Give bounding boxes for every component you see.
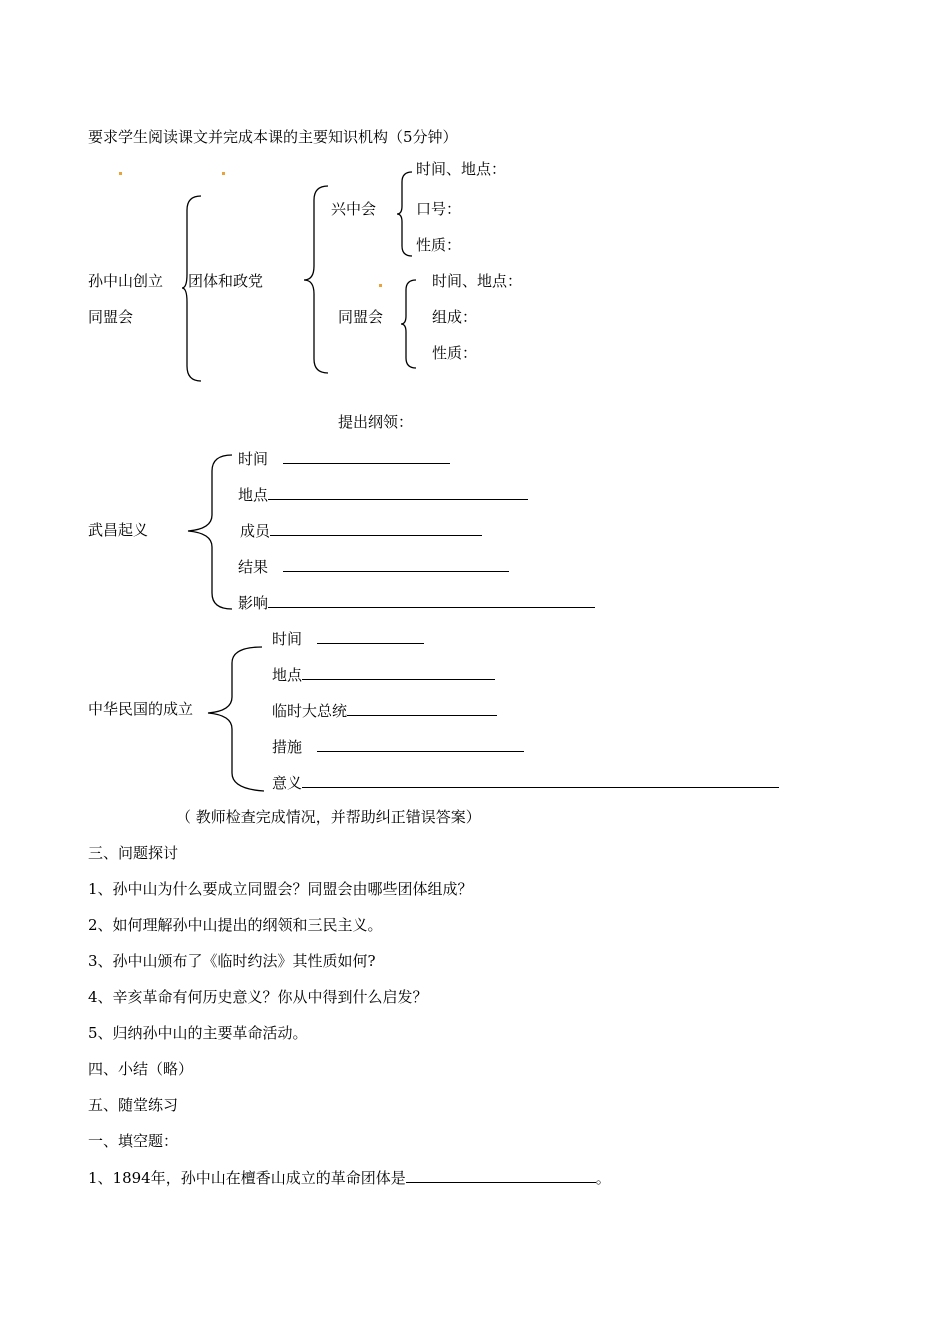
stray-mark xyxy=(222,172,225,175)
teacher-note: （ 教师检查完成情况，并帮助纠正错误答案） xyxy=(176,808,481,826)
roc-president-label: 临时大总统 xyxy=(272,702,348,720)
wuchang-result-label: 结果 xyxy=(238,558,269,576)
roc-time-label: 时间 xyxy=(272,630,303,648)
question-4: 4、辛亥革命有何历史意义？你从中得到什么启发？ xyxy=(88,988,428,1006)
wuchang-time-label: 时间 xyxy=(238,450,269,468)
section5-title: 五、随堂练习 xyxy=(88,1096,179,1114)
roc-measures[interactable] xyxy=(272,737,524,756)
wuchang-place[interactable] xyxy=(238,485,528,504)
tmh-item-time-place: 时间、地点： xyxy=(432,272,523,290)
wuchang-time-blank[interactable] xyxy=(283,449,450,464)
wuchang-result-blank[interactable] xyxy=(283,557,509,572)
wuchang-place-label: 地点 xyxy=(238,486,269,504)
xzh-item-nature: 性质： xyxy=(416,236,462,254)
stray-mark xyxy=(119,172,122,175)
roc-place-blank[interactable] xyxy=(302,665,495,680)
wuchang-members-blank[interactable] xyxy=(270,521,482,536)
section4-title: 四、小结（略） xyxy=(88,1060,194,1078)
intro-instruction: 要求学生阅读课文并完成本课的主要知识机构（5分钟） xyxy=(88,128,458,146)
roc-significance-blank[interactable] xyxy=(302,773,779,788)
fill-question-1-end: 。 xyxy=(595,1169,611,1187)
roc-significance[interactable] xyxy=(272,773,779,792)
tongmenghui-label: 同盟会 xyxy=(338,308,384,326)
roc-president-blank[interactable] xyxy=(347,701,497,716)
program-label: 提出纲领： xyxy=(338,413,414,431)
xzh-item-time-place: 时间、地点： xyxy=(416,160,507,178)
wuchang-members[interactable] xyxy=(240,521,482,540)
tree1-mid-label: 团体和政党 xyxy=(188,272,264,290)
roc-significance-label: 意义 xyxy=(272,774,303,792)
roc-place-label: 地点 xyxy=(272,666,303,684)
question-1: 1、孙中山为什么要成立同盟会？同盟会由哪些团体组成？ xyxy=(88,880,473,898)
roc-label: 中华民国的成立 xyxy=(88,700,194,718)
question-3: 3、孙中山颁布了《临时约法》其性质如何? xyxy=(88,952,376,970)
tmh-item-nature: 性质： xyxy=(432,344,478,362)
question-2: 2、如何理解孙中山提出的纲领和三民主义。 xyxy=(88,916,383,934)
brace-icon xyxy=(206,645,266,795)
question-5: 5、归纳孙中山的主要革命活动。 xyxy=(88,1024,308,1042)
wuchang-impact-blank[interactable] xyxy=(268,593,595,608)
xzh-item-slogan: 口号： xyxy=(416,200,462,218)
brace-icon xyxy=(398,170,414,258)
tree1-root-line2: 同盟会 xyxy=(88,308,134,326)
tree1-root-line1: 孙中山创立 xyxy=(88,272,164,290)
wuchang-label: 武昌起义 xyxy=(88,521,149,539)
stray-mark xyxy=(379,284,382,287)
wuchang-members-label: 成员 xyxy=(240,522,271,540)
roc-time[interactable] xyxy=(272,629,424,648)
brace-icon xyxy=(402,278,418,370)
wuchang-impact[interactable] xyxy=(238,593,595,612)
roc-place[interactable] xyxy=(272,665,495,684)
wuchang-time[interactable] xyxy=(238,449,450,468)
roc-time-blank[interactable] xyxy=(317,629,424,644)
fill-title: 一、填空题： xyxy=(88,1132,179,1150)
brace-icon xyxy=(186,453,234,613)
wuchang-place-blank[interactable] xyxy=(268,485,528,500)
xingzhonghui-label: 兴中会 xyxy=(331,200,377,218)
brace-icon xyxy=(306,184,330,376)
fill-question-1[interactable] xyxy=(88,1168,611,1187)
tmh-item-composition: 组成： xyxy=(432,308,478,326)
section3-title: 三、问题探讨 xyxy=(88,844,179,862)
wuchang-impact-label: 影响 xyxy=(238,594,269,612)
roc-measures-label: 措施 xyxy=(272,738,303,756)
roc-president[interactable] xyxy=(272,701,497,720)
fill-question-1-text: 1、1894年，孙中山在檀香山成立的革命团体是 xyxy=(88,1169,406,1187)
fill-question-1-blank[interactable] xyxy=(406,1168,596,1183)
wuchang-result[interactable] xyxy=(238,557,509,576)
roc-measures-blank[interactable] xyxy=(317,737,524,752)
